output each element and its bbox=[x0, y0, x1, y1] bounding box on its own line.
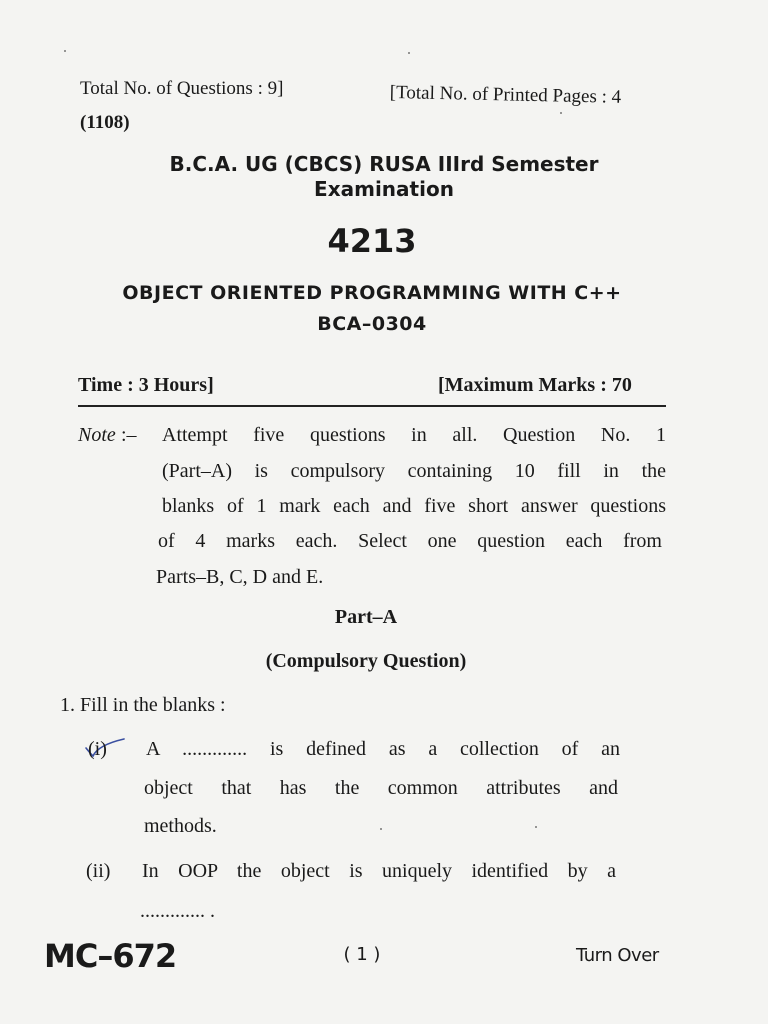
total-questions: Total No. of Questions : 9] bbox=[80, 78, 284, 99]
turn-over-label: Turn Over bbox=[576, 945, 659, 966]
print-speck bbox=[64, 50, 66, 52]
exam-title bbox=[0, 152, 768, 202]
note-line: blanks of 1 mark each and five short answer questions bbox=[162, 495, 666, 517]
page-number: ( 1 ) bbox=[343, 944, 381, 965]
time-allowed: Time : 3 Hours] bbox=[78, 374, 214, 396]
print-speck bbox=[408, 52, 410, 54]
item-number: (i) bbox=[88, 738, 107, 760]
subject-title: OBJECT ORIENTED PROGRAMMING WITH C++ bbox=[122, 282, 622, 304]
item-text-line: methods. bbox=[144, 815, 217, 837]
print-speck bbox=[560, 112, 562, 114]
question-stem: 1. Fill in the blanks : bbox=[60, 694, 226, 716]
printed-pages: [Total No. of Printed Pages : 4 bbox=[389, 82, 622, 108]
note-line: Parts–B, C, D and E. bbox=[156, 566, 324, 588]
course-code: BCA–0304 bbox=[317, 313, 427, 335]
maximum-marks: [Maximum Marks : 70 bbox=[438, 374, 632, 396]
footer-paper-code: MC–672 bbox=[44, 937, 177, 975]
header-divider bbox=[78, 405, 666, 407]
item-text-line: A ............. is defined as a collection of an bbox=[146, 738, 620, 760]
print-speck bbox=[380, 828, 382, 830]
note-line: (Part–A) is compulsory containing 10 fill in the bbox=[162, 460, 666, 482]
item-text-line: In OOP the object is uniquely identified by a bbox=[142, 860, 616, 882]
note-line: Attempt five questions in all. Question No. 1 bbox=[162, 424, 666, 446]
print-speck bbox=[535, 826, 537, 828]
item-text-line: ............. . bbox=[140, 900, 215, 922]
paper-serial-code: (1108) bbox=[80, 112, 130, 133]
exam-title-line1: B.C.A. UG (CBCS) RUSA IIIrd Semester bbox=[169, 152, 599, 176]
item-text-line: object that has the common attributes and bbox=[144, 777, 618, 799]
item-number: (ii) bbox=[86, 860, 111, 882]
note-line: of 4 marks each. Select one question each from bbox=[158, 530, 662, 552]
note-label: Note bbox=[78, 424, 116, 446]
exam-title-line2: Examination bbox=[314, 177, 454, 201]
paper-code: 4213 bbox=[327, 222, 417, 260]
part-subheading: (Compulsory Question) bbox=[265, 650, 467, 672]
note-dash: :– bbox=[121, 424, 137, 446]
part-heading: Part–A bbox=[334, 606, 398, 628]
